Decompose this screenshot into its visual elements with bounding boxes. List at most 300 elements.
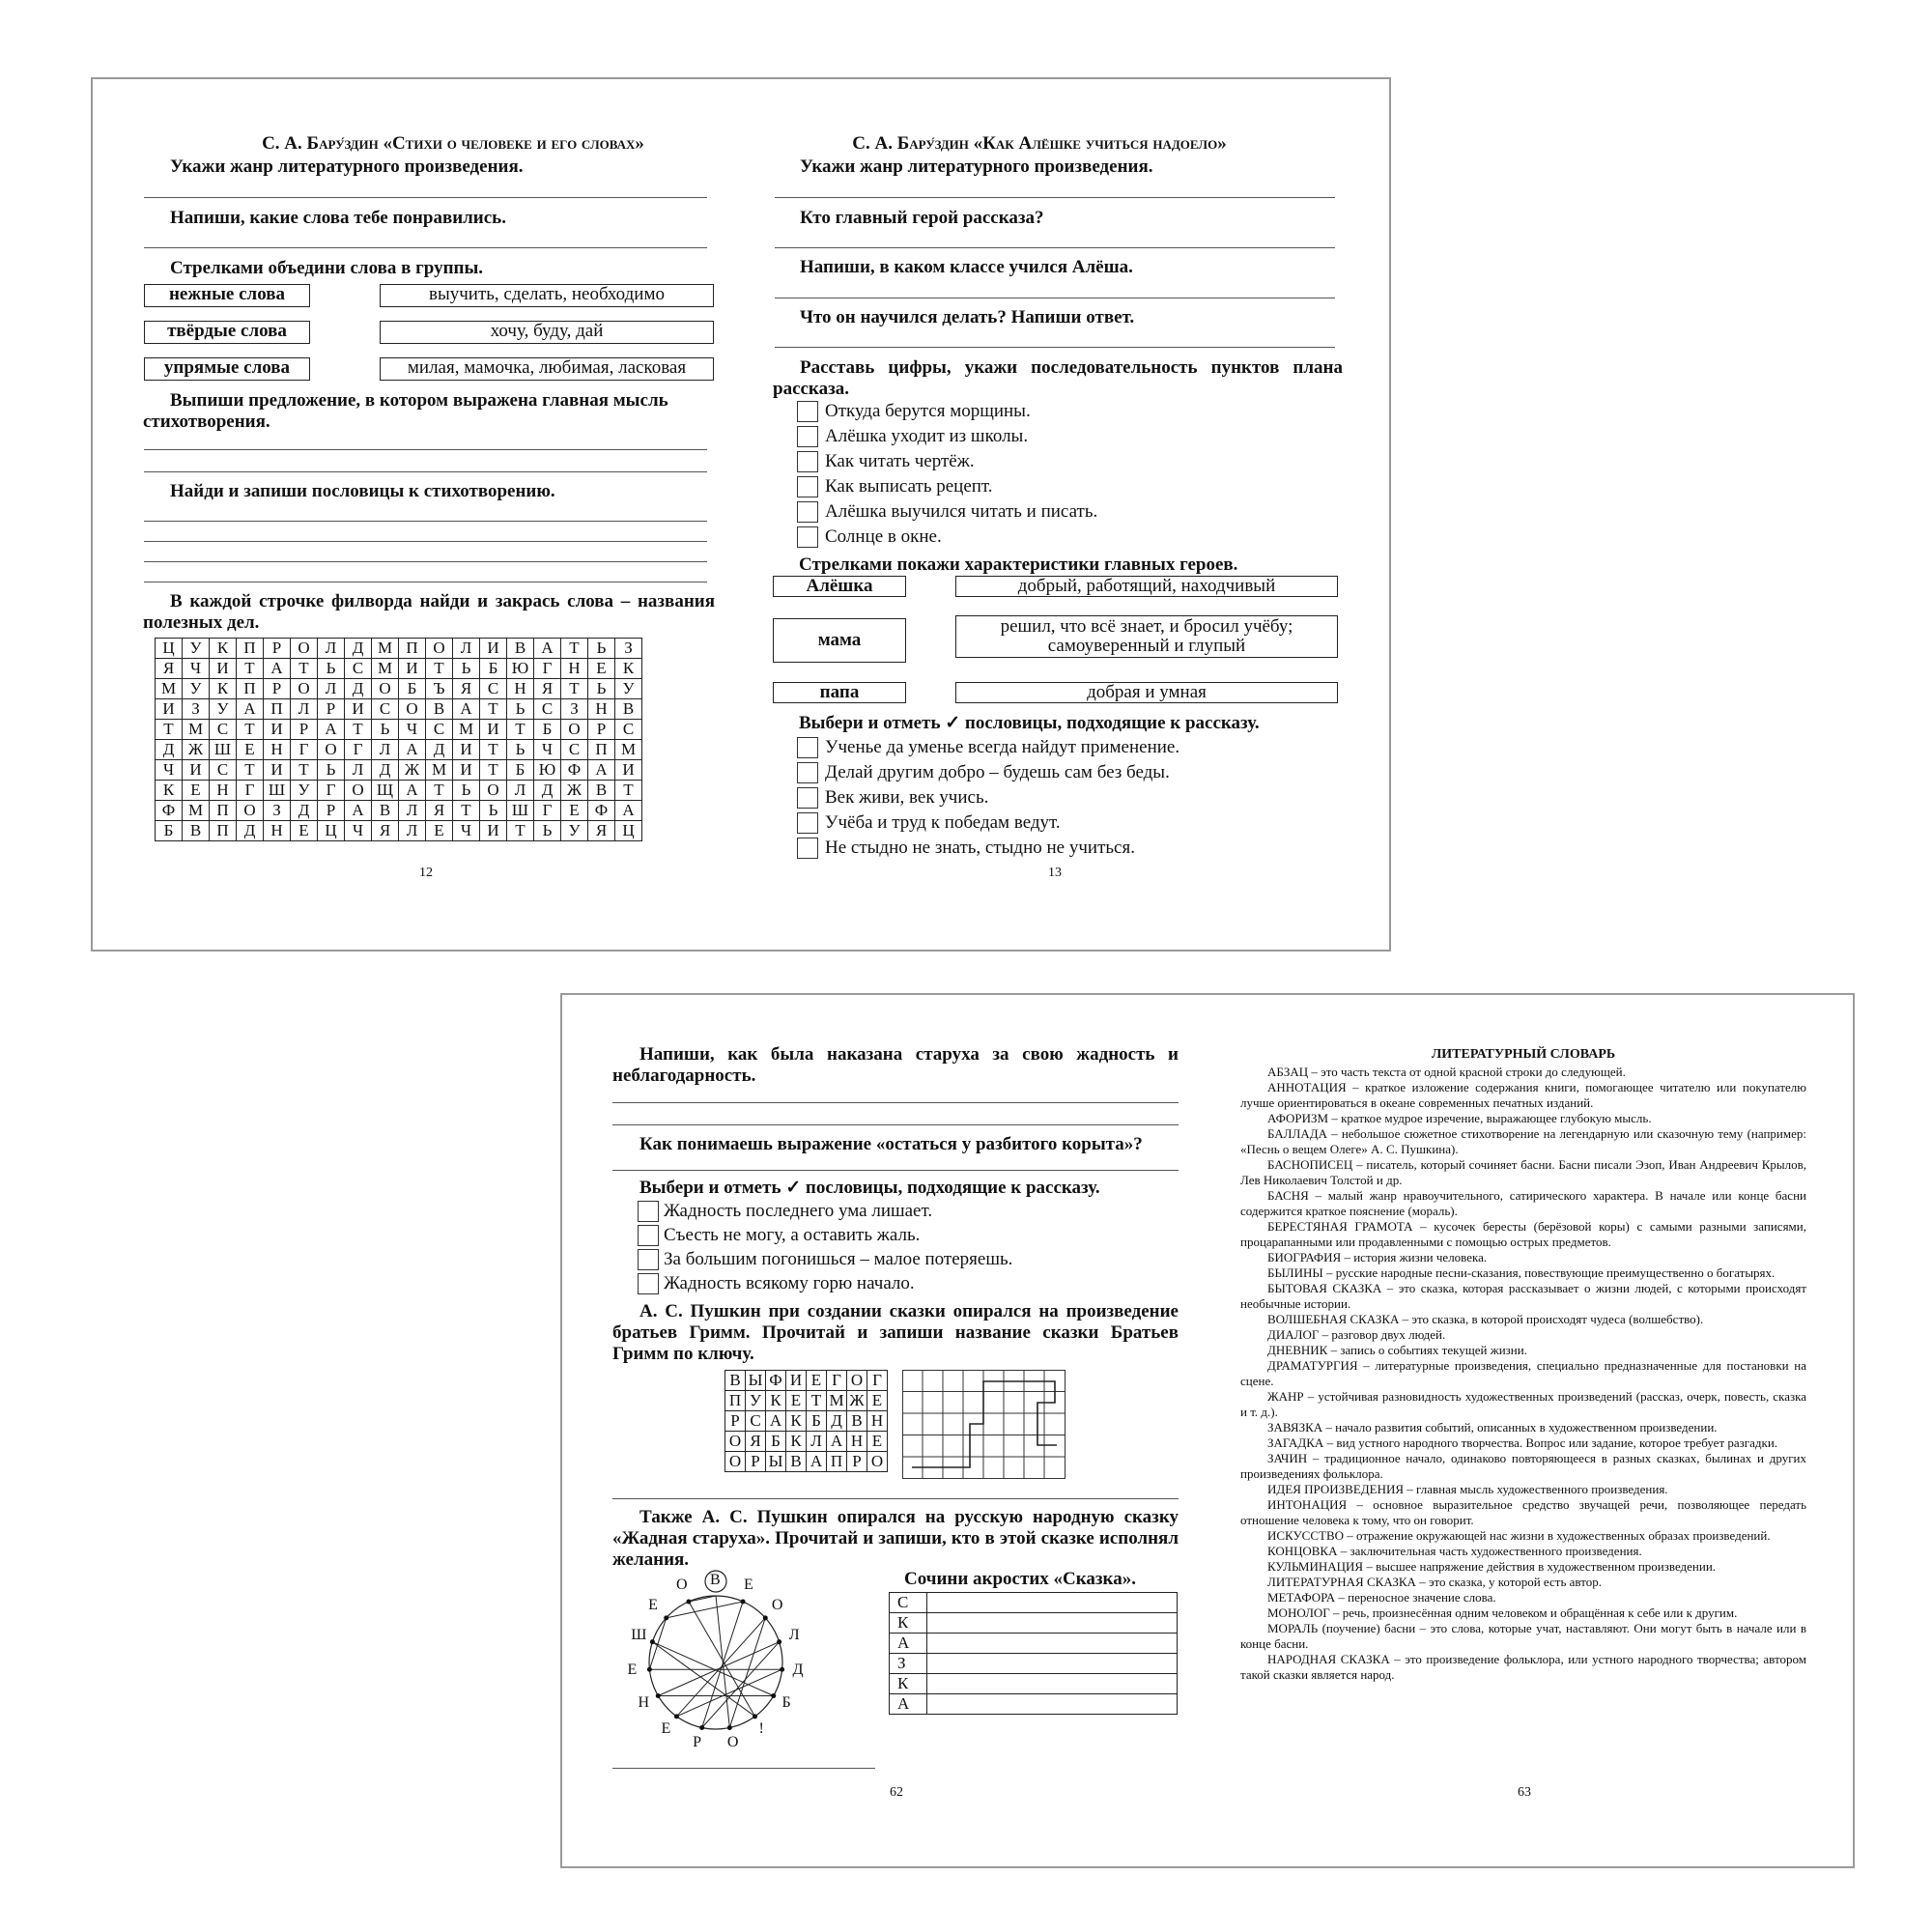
filword-cell[interactable]: П [210, 801, 237, 821]
acrostic-letter: З [890, 1654, 927, 1674]
answer-line [144, 449, 707, 450]
filword-cell[interactable]: Ь [318, 760, 345, 781]
filword-cell[interactable]: Ь [453, 659, 480, 679]
proverb-checkbox[interactable] [638, 1225, 659, 1246]
filword-cell[interactable]: К [156, 781, 183, 801]
page12-question-filword: В каждой строчке филворда найди и закрась слова – названия полезных дел. [143, 591, 715, 633]
trait-box[interactable]: добрый, работящий, находчивый [955, 576, 1338, 597]
filword-cell[interactable]: Л [372, 740, 399, 760]
filword-cell[interactable]: Я [588, 821, 615, 841]
filword-cell[interactable]: А [237, 699, 264, 720]
filword-cell[interactable]: Ц [156, 639, 183, 659]
word-group-box[interactable]: упрямые слова [144, 357, 310, 381]
proverb-item: Делай другим добро – будешь сам без беды. [825, 762, 1170, 782]
filword-cell[interactable]: Л [291, 699, 318, 720]
filword-cell[interactable]: У [291, 781, 318, 801]
filword-cell[interactable]: П [210, 821, 237, 841]
word-group-box[interactable]: нежные слова [144, 284, 310, 307]
grimm-grid-cell[interactable]: Е [867, 1391, 888, 1411]
filword-cell[interactable]: П [237, 639, 264, 659]
filword-cell[interactable]: Е [291, 821, 318, 841]
plan-order-checkbox[interactable] [797, 501, 818, 523]
filword-cell[interactable]: З [561, 699, 588, 720]
filword-cell[interactable]: Ь [534, 821, 561, 841]
grimm-grid-cell[interactable]: П [827, 1452, 847, 1472]
filword-cell[interactable]: Т [615, 781, 642, 801]
filword-cell[interactable]: Н [264, 740, 291, 760]
grimm-grid-cell[interactable]: А [827, 1432, 847, 1452]
filword-cell[interactable]: Т [237, 659, 264, 679]
filword-cell[interactable]: Г [534, 801, 561, 821]
grimm-grid-cell[interactable]: А [766, 1411, 786, 1432]
filword-cell[interactable]: В [615, 699, 642, 720]
answer-line [775, 247, 1335, 248]
filword-cell[interactable]: З [183, 699, 210, 720]
acrostic-answer-cell[interactable] [927, 1593, 1178, 1613]
filword-cell[interactable]: Ч [399, 720, 426, 740]
filword-cell[interactable]: И [264, 720, 291, 740]
filword-cell[interactable]: Д [372, 760, 399, 781]
filword-cell[interactable]: Т [480, 699, 507, 720]
grimm-grid-cell[interactable]: Е [786, 1391, 807, 1411]
dictionary-entry: ЗАЧИН – традиционное начало, одинаково повторяющееся в разных сказках, былинах и других произведениях фольклора. [1240, 1451, 1806, 1481]
filword-cell[interactable]: В [183, 821, 210, 841]
filword-cell[interactable]: Р [588, 720, 615, 740]
filword-cell[interactable]: Ь [507, 740, 534, 760]
proverb-checkbox[interactable] [797, 737, 818, 758]
grimm-grid-cell[interactable]: Г [867, 1371, 888, 1391]
filword-cell[interactable]: Р [318, 801, 345, 821]
filword-cell[interactable]: Б [534, 720, 561, 740]
grimm-grid-cell[interactable]: Р [746, 1452, 766, 1472]
filword-cell[interactable]: С [372, 699, 399, 720]
filword-cell[interactable]: И [399, 659, 426, 679]
filword-cell[interactable]: М [183, 801, 210, 821]
filword-cell[interactable]: А [588, 760, 615, 781]
plan-order-checkbox[interactable] [797, 451, 818, 472]
filword-cell[interactable]: И [615, 760, 642, 781]
grimm-grid-cell[interactable]: Е [867, 1432, 888, 1452]
word-list-box[interactable]: милая, мамочка, любимая, ласковая [380, 357, 714, 381]
filword-cell[interactable]: Н [264, 821, 291, 841]
filword-cell[interactable]: Т [480, 760, 507, 781]
filword-cell[interactable]: Д [345, 679, 372, 699]
page13-question-class: Напиши, в каком классе учился Алёша. [800, 257, 1133, 277]
page13-question-proverbs: Выбери и отметь ✓ пословицы, подходящие к рассказу. [799, 713, 1260, 733]
filword-cell[interactable]: Т [291, 760, 318, 781]
filword-cell[interactable]: Н [561, 659, 588, 679]
answer-line [144, 247, 707, 248]
filword-cell[interactable]: С [480, 679, 507, 699]
grimm-grid-cell[interactable]: О [725, 1432, 746, 1452]
answer-line [612, 1170, 1179, 1171]
filword-cell[interactable]: Д [156, 740, 183, 760]
proverb-item: Век живи, век учись. [825, 787, 989, 808]
grimm-grid-cell[interactable]: В [847, 1411, 867, 1432]
grimm-grid-cell[interactable]: О [867, 1452, 888, 1472]
page12-question-proverbs: Найди и запиши пословицы к стихотворению. [170, 481, 555, 501]
filword-cell[interactable]: В [507, 639, 534, 659]
page13-question-genre: Укажи жанр литературного произведения. [800, 156, 1153, 177]
trait-box[interactable]: добрая и умная [955, 682, 1338, 703]
grimm-grid-cell[interactable]: В [725, 1371, 746, 1391]
filword-cell[interactable]: Т [345, 720, 372, 740]
word-list-box[interactable]: хочу, буду, дай [380, 321, 714, 344]
filword-cell[interactable]: Ю [507, 659, 534, 679]
hero-box-papa[interactable]: папа [773, 682, 906, 703]
filword-cell[interactable]: Т [507, 720, 534, 740]
filword-cell[interactable]: И [480, 821, 507, 841]
filword-cell[interactable]: О [291, 639, 318, 659]
trait-box[interactable]: решил, что всё знает, и бросил учёбу; самоуверенный и глупый [955, 615, 1338, 658]
filword-cell[interactable]: Т [480, 740, 507, 760]
filword-cell[interactable]: Ш [210, 740, 237, 760]
grimm-grid-cell[interactable]: Б [807, 1411, 827, 1432]
plan-order-checkbox[interactable] [797, 401, 818, 422]
acrostic-answer-cell[interactable] [927, 1634, 1178, 1654]
filword-cell[interactable]: М [615, 740, 642, 760]
filword-cell[interactable]: У [561, 821, 588, 841]
filword-cell[interactable]: С [561, 740, 588, 760]
grimm-grid-cell[interactable]: О [847, 1371, 867, 1391]
proverb-checkbox[interactable] [638, 1201, 659, 1222]
filword-cell[interactable]: К [615, 659, 642, 679]
page12-question-group: Стрелками объедини слова в группы. [170, 258, 484, 278]
filword-cell[interactable]: Ь [453, 781, 480, 801]
filword-cell[interactable]: Ь [588, 679, 615, 699]
filword-cell[interactable]: Г [534, 659, 561, 679]
grimm-grid-cell[interactable]: Н [847, 1432, 867, 1452]
filword-cell[interactable]: Г [345, 740, 372, 760]
filword-cell[interactable]: Л [399, 821, 426, 841]
plan-item: Солнце в окне. [825, 526, 942, 547]
filword-cell[interactable]: Ь [318, 659, 345, 679]
page-number: 63 [1518, 1785, 1531, 1800]
filword-cell[interactable]: О [480, 781, 507, 801]
filword-cell[interactable]: Е [588, 659, 615, 679]
filword-cell[interactable]: Е [237, 740, 264, 760]
filword-cell[interactable]: И [480, 720, 507, 740]
filword-cell[interactable]: Ш [264, 781, 291, 801]
filword-cell[interactable]: И [453, 760, 480, 781]
dictionary-entry: БИОГРАФИЯ – история жизни человека. [1267, 1250, 1488, 1264]
page62-question-starukha: Также А. С. Пушкин опирался на русскую народную сказку «Жадная старуха». Прочитай и запиши, кто в этой сказке исполнял желания. [612, 1507, 1179, 1570]
filword-cell[interactable]: Д [426, 740, 453, 760]
filword-cell[interactable]: О [399, 699, 426, 720]
hero-box-mama[interactable]: мама [773, 618, 906, 663]
grimm-grid-cell[interactable]: Ы [766, 1452, 786, 1472]
filword-cell[interactable]: Ф [588, 801, 615, 821]
filword-cell[interactable]: Я [426, 801, 453, 821]
filword-cell[interactable]: Ч [345, 821, 372, 841]
filword-cell[interactable]: Т [426, 781, 453, 801]
filword-cell[interactable]: Б [507, 760, 534, 781]
grimm-grid-cell[interactable]: Р [725, 1411, 746, 1432]
filword-cell[interactable]: Д [291, 801, 318, 821]
filword-cell[interactable]: Б [480, 659, 507, 679]
filword-cell[interactable]: З [615, 639, 642, 659]
filword-cell[interactable]: Т [507, 821, 534, 841]
filword-cell[interactable]: О [237, 801, 264, 821]
filword-cell[interactable]: Я [372, 821, 399, 841]
grimm-grid-cell[interactable]: Д [827, 1411, 847, 1432]
filword-cell[interactable]: Ч [156, 760, 183, 781]
grimm-grid-cell[interactable]: М [827, 1391, 847, 1411]
grimm-grid-cell[interactable]: Ы [746, 1371, 766, 1391]
filword-cell[interactable]: Ь [507, 699, 534, 720]
grimm-letter-grid [724, 1370, 888, 1472]
filword-cell[interactable]: Т [453, 801, 480, 821]
filword-cell[interactable]: Е [183, 781, 210, 801]
filword-cell[interactable]: Ф [156, 801, 183, 821]
grimm-grid-cell[interactable]: Я [746, 1432, 766, 1452]
filword-cell[interactable]: А [399, 781, 426, 801]
filword-cell[interactable]: Л [399, 801, 426, 821]
filword-cell[interactable]: Л [345, 760, 372, 781]
filword-cell[interactable]: Ж [183, 740, 210, 760]
workbook-spread-pages-12-13 [91, 77, 1391, 952]
acrostic-answer-cell[interactable] [927, 1674, 1178, 1694]
circle-letter: О [726, 1734, 739, 1751]
filword-cell[interactable]: Ч [453, 821, 480, 841]
grimm-grid-cell[interactable]: К [786, 1432, 807, 1452]
dictionary-entry: НАРОДНАЯ СКАЗКА – это произведение фольклора, или устного народного творчества; автором такой сказки является народ. [1240, 1652, 1806, 1682]
grimm-grid-cell[interactable]: Ж [847, 1391, 867, 1411]
filword-cell[interactable]: Е [561, 801, 588, 821]
filword-cell[interactable]: Т [156, 720, 183, 740]
answer-line [144, 561, 707, 562]
page62-question-punishment: Напиши, как была наказана старуха за свою жадность и неблагодарность. [612, 1044, 1179, 1086]
filword-cell[interactable]: Б [156, 821, 183, 841]
filword-cell[interactable]: Л [318, 679, 345, 699]
filword-cell[interactable]: Ч [183, 659, 210, 679]
plan-order-checkbox[interactable] [797, 526, 818, 548]
filword-cell[interactable]: Ю [534, 760, 561, 781]
proverb-checkbox[interactable] [797, 838, 818, 859]
grimm-grid-cell[interactable]: Т [807, 1391, 827, 1411]
filword-grid [155, 638, 642, 841]
answer-line [612, 1102, 1179, 1103]
proverb-checkbox[interactable] [797, 787, 818, 809]
grimm-grid-cell[interactable]: Е [807, 1371, 827, 1391]
filword-cell[interactable]: С [210, 720, 237, 740]
filword-cell[interactable]: Т [237, 760, 264, 781]
filword-cell[interactable]: Н [210, 781, 237, 801]
filword-cell[interactable]: М [372, 659, 399, 679]
grimm-grid-cell[interactable]: С [746, 1411, 766, 1432]
filword-cell[interactable]: А [453, 699, 480, 720]
plan-order-checkbox[interactable] [797, 476, 818, 497]
filword-cell[interactable]: А [264, 659, 291, 679]
filword-cell[interactable]: Л [453, 639, 480, 659]
circle-letters [620, 1565, 813, 1758]
filword-cell[interactable]: П [399, 639, 426, 659]
filword-cell[interactable]: Т [426, 659, 453, 679]
filword-cell[interactable]: П [264, 699, 291, 720]
filword-cell[interactable]: М [426, 760, 453, 781]
filword-cell[interactable]: И [264, 760, 291, 781]
filword-cell[interactable]: Ц [615, 821, 642, 841]
filword-cell[interactable]: У [210, 699, 237, 720]
word-list-box[interactable]: выучить, сделать, необходимо [380, 284, 714, 307]
dictionary-entry: МЕТАФОРА – переносное значение слова. [1267, 1590, 1496, 1605]
grimm-grid-cell[interactable]: Р [847, 1452, 867, 1472]
filword-cell[interactable]: О [426, 639, 453, 659]
filword-cell[interactable]: В [426, 699, 453, 720]
filword-cell[interactable]: Р [291, 720, 318, 740]
circle-letter: Е [661, 1719, 671, 1737]
filword-cell[interactable]: Т [561, 639, 588, 659]
acrostic-answer-cell[interactable] [927, 1613, 1178, 1634]
filword-cell[interactable]: В [372, 801, 399, 821]
dictionary-entry: БАСНОПИСЕЦ – писатель, который сочиняет басни. Басни писали Эзоп, Иван Андреевич Крылов, Лев Николаевич Толстой и др. [1240, 1157, 1806, 1187]
filword-cell[interactable]: Т [291, 659, 318, 679]
filword-cell[interactable]: Е [426, 821, 453, 841]
dictionary-entry: КУЛЬМИНАЦИЯ – высшее напряжение действия в художественном произведении. [1267, 1559, 1717, 1574]
filword-cell[interactable]: О [372, 679, 399, 699]
filword-cell[interactable]: Ь [372, 720, 399, 740]
filword-cell[interactable]: А [399, 740, 426, 760]
filword-cell[interactable]: А [615, 801, 642, 821]
grimm-grid-cell[interactable]: Г [827, 1371, 847, 1391]
acrostic-answer-cell[interactable] [927, 1654, 1178, 1674]
filword-cell[interactable]: Ж [399, 760, 426, 781]
filword-cell[interactable]: С [210, 760, 237, 781]
filword-cell[interactable]: Г [237, 781, 264, 801]
grimm-grid-cell[interactable]: О [725, 1452, 746, 1472]
filword-cell[interactable]: Т [561, 679, 588, 699]
filword-cell[interactable]: Д [237, 821, 264, 841]
circle-letter: Е [648, 1597, 658, 1614]
grimm-grid-cell[interactable]: П [725, 1391, 746, 1411]
grimm-grid-cell[interactable]: У [746, 1391, 766, 1411]
filword-cell[interactable]: Ь [480, 801, 507, 821]
filword-cell[interactable]: И [345, 699, 372, 720]
filword-cell[interactable]: У [183, 679, 210, 699]
filword-cell[interactable]: С [426, 720, 453, 740]
grimm-grid-cell[interactable]: К [786, 1411, 807, 1432]
filword-cell[interactable]: Ъ [426, 679, 453, 699]
filword-cell[interactable]: Ж [561, 781, 588, 801]
filword-cell[interactable]: Л [507, 781, 534, 801]
filword-cell[interactable]: Р [264, 679, 291, 699]
filword-cell[interactable]: М [453, 720, 480, 740]
acrostic-letter: А [890, 1634, 927, 1654]
grimm-grid-cell[interactable]: К [766, 1391, 786, 1411]
filword-cell[interactable]: В [588, 781, 615, 801]
filword-cell[interactable]: А [534, 639, 561, 659]
filword-cell[interactable]: К [210, 679, 237, 699]
dictionary-entry: ЛИТЕРАТУРНАЯ СКАЗКА – это сказка, у которой есть автор. [1267, 1575, 1602, 1589]
filword-cell[interactable]: А [318, 720, 345, 740]
filword-cell[interactable]: С [345, 659, 372, 679]
filword-cell[interactable]: Ь [588, 639, 615, 659]
filword-cell[interactable]: Б [399, 679, 426, 699]
filword-cell[interactable]: С [615, 720, 642, 740]
acrostic-letter: С [890, 1593, 927, 1613]
proverb-checkbox[interactable] [638, 1249, 659, 1270]
answer-line [612, 1124, 1179, 1125]
filword-cell[interactable]: Ц [318, 821, 345, 841]
proverb-checkbox[interactable] [638, 1273, 659, 1294]
filword-cell[interactable]: Г [318, 781, 345, 801]
filword-cell[interactable]: Д [534, 781, 561, 801]
filword-cell[interactable]: Ч [534, 740, 561, 760]
grimm-grid-cell[interactable]: И [786, 1371, 807, 1391]
filword-cell[interactable]: Л [318, 639, 345, 659]
filword-cell[interactable]: Г [291, 740, 318, 760]
filword-cell[interactable]: М [372, 639, 399, 659]
dictionary-entry: ДРАМАТУРГИЯ – литературные произведения, специально предназначенные для постановки на сцене. [1240, 1358, 1806, 1388]
filword-cell[interactable]: И [480, 639, 507, 659]
filword-cell[interactable]: П [237, 679, 264, 699]
filword-cell[interactable]: Р [264, 639, 291, 659]
page12-title: С. А. Бару́здин «Стихи о человеке и его словах» [262, 133, 644, 154]
hero-box-aleshka[interactable]: Алёшка [773, 576, 906, 597]
filword-cell[interactable]: А [345, 801, 372, 821]
grimm-grid-cell[interactable]: Б [766, 1432, 786, 1452]
filword-cell[interactable]: М [183, 720, 210, 740]
filword-cell[interactable]: Р [318, 699, 345, 720]
filword-cell[interactable]: Н [507, 679, 534, 699]
word-group-box[interactable]: твёрдые слова [144, 321, 310, 344]
circle-letter: Ш [631, 1627, 647, 1644]
filword-cell[interactable]: Ф [561, 760, 588, 781]
filword-cell[interactable]: Я [453, 679, 480, 699]
answer-line [144, 541, 707, 542]
grimm-grid-cell[interactable]: В [786, 1452, 807, 1472]
acrostic-answer-cell[interactable] [927, 1694, 1178, 1715]
page-number: 12 [419, 866, 433, 880]
filword-cell[interactable]: И [156, 699, 183, 720]
filword-cell[interactable]: М [156, 679, 183, 699]
filword-cell[interactable]: И [183, 760, 210, 781]
filword-cell[interactable]: О [291, 679, 318, 699]
filword-cell[interactable]: Д [345, 639, 372, 659]
filword-cell[interactable]: З [264, 801, 291, 821]
filword-cell[interactable]: У [183, 639, 210, 659]
filword-cell[interactable]: О [318, 740, 345, 760]
grimm-grid-cell[interactable]: Л [807, 1432, 827, 1452]
dictionary-entry: ЗАГАДКА – вид устного народного творчества. Вопрос или задание, которое требует разгадки. [1267, 1435, 1778, 1450]
proverb-checkbox[interactable] [797, 812, 818, 834]
filword-cell[interactable]: Т [237, 720, 264, 740]
filword-cell[interactable]: Щ [372, 781, 399, 801]
filword-cell[interactable]: И [453, 740, 480, 760]
grimm-grid-cell[interactable]: Ф [766, 1371, 786, 1391]
filword-cell[interactable]: И [210, 659, 237, 679]
page13-question-hero: Кто главный герой рассказа? [800, 208, 1044, 228]
proverb-checkbox[interactable] [797, 762, 818, 783]
filword-cell[interactable]: Я [156, 659, 183, 679]
filword-cell[interactable]: Н [588, 699, 615, 720]
filword-cell[interactable]: О [561, 720, 588, 740]
dictionary-entry: ЖАНР – устойчивая разновидность художественных произведений (рассказ, очерк, повесть, сказка и т. д.). [1240, 1389, 1806, 1419]
grimm-grid-cell[interactable]: Н [867, 1411, 888, 1432]
dictionary-entry: ИНТОНАЦИЯ – основное выразительное средство звучащей речи, позволяющее передать отношение человека к тому, что он говорит. [1240, 1497, 1806, 1527]
filword-cell[interactable]: Ш [507, 801, 534, 821]
filword-cell[interactable]: О [345, 781, 372, 801]
filword-cell[interactable]: Я [534, 679, 561, 699]
filword-cell[interactable]: У [615, 679, 642, 699]
dictionary-entry: АФОРИЗМ – краткое мудрое изречение, выражающее глубокую мысль. [1267, 1111, 1652, 1125]
grimm-grid-cell[interactable]: А [807, 1452, 827, 1472]
filword-cell[interactable]: К [210, 639, 237, 659]
proverb-item: Жадность последнего ума лишает. [664, 1201, 933, 1221]
plan-order-checkbox[interactable] [797, 426, 818, 447]
filword-cell[interactable]: П [588, 740, 615, 760]
filword-cell[interactable]: С [534, 699, 561, 720]
